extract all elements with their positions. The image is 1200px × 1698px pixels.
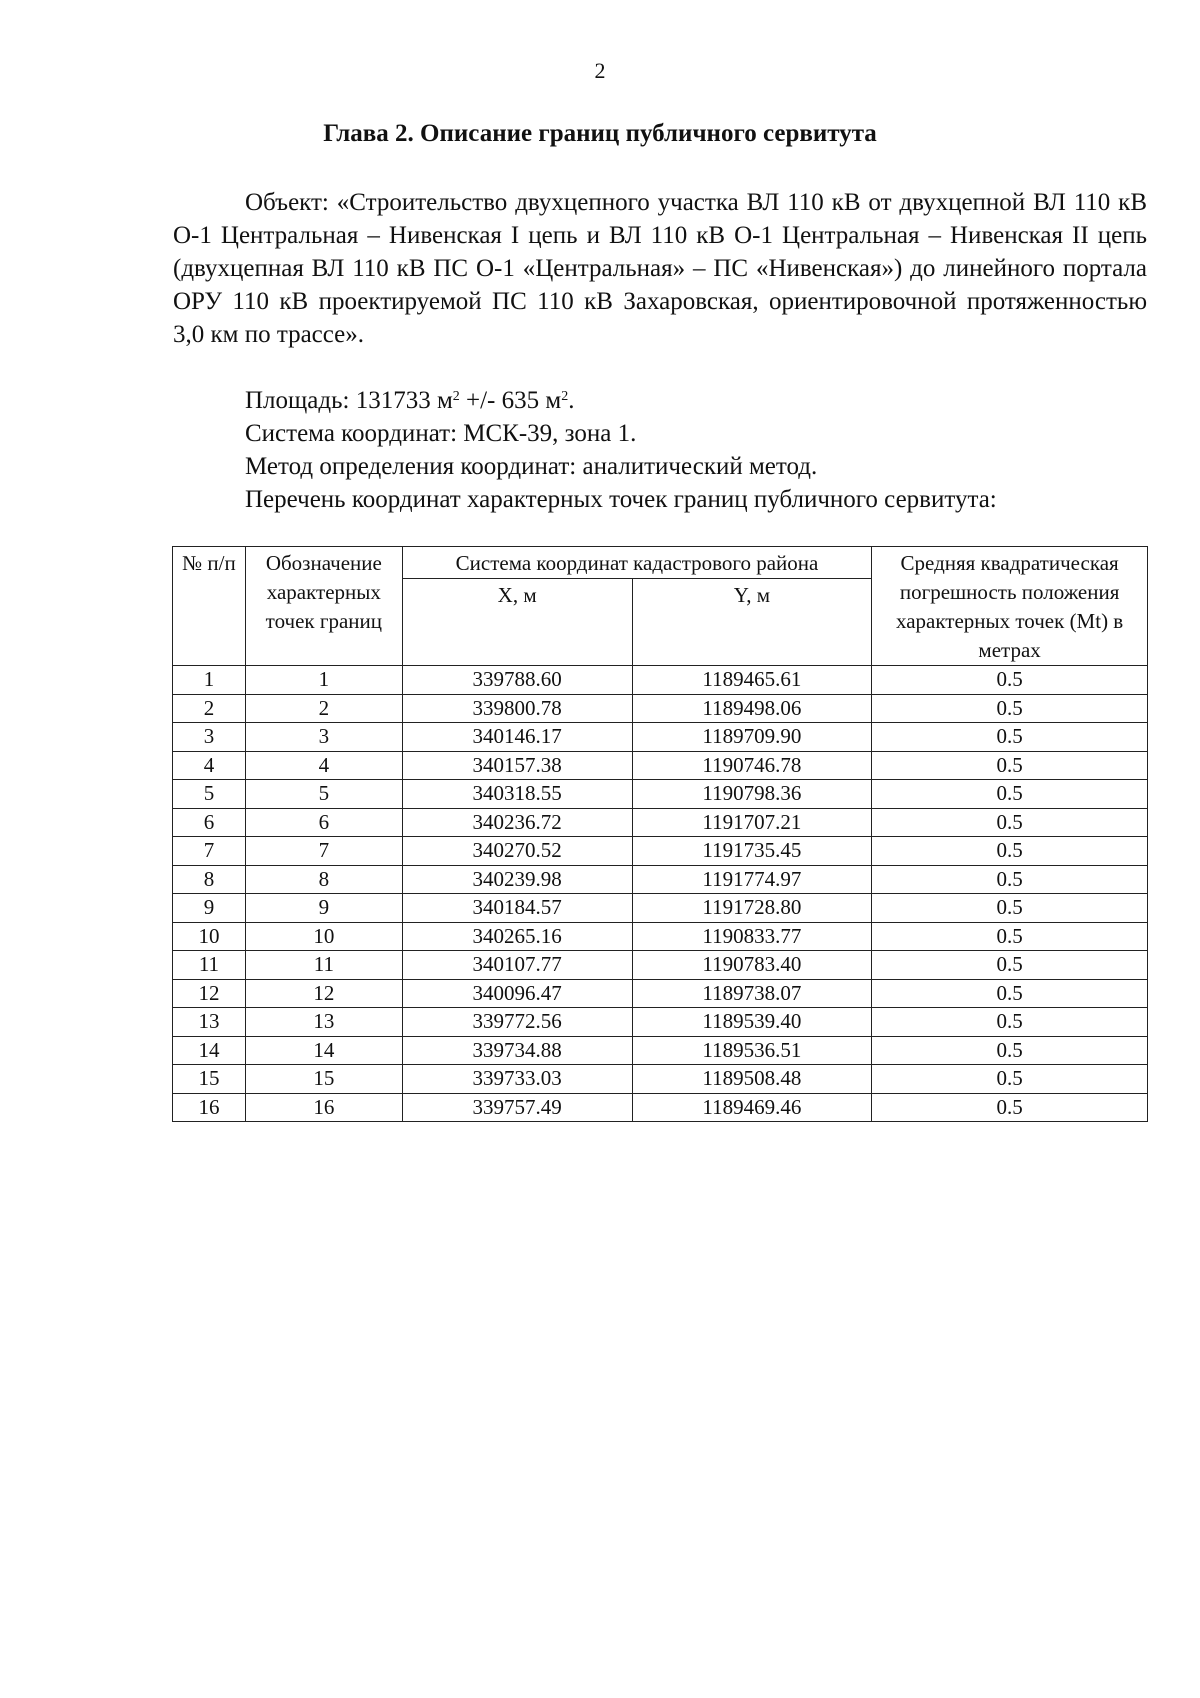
header-y: Y, м	[632, 579, 872, 666]
cell-mt: 0.5	[872, 723, 1148, 752]
cell-row-number: 1	[173, 666, 246, 695]
cell-row-number: 15	[173, 1065, 246, 1094]
table-row	[173, 979, 1148, 1008]
cell-mt: 0.5	[872, 1065, 1148, 1094]
cell-y: 1189465.61	[632, 666, 872, 695]
table-row	[173, 951, 1148, 980]
table-row	[173, 666, 1148, 695]
coordinate-system-line: Система координат: МСК-39, зона 1.	[245, 420, 637, 447]
cell-point-label: 11	[245, 951, 402, 980]
cell-point-label: 9	[245, 894, 402, 923]
cell-row-number: 5	[173, 780, 246, 809]
cell-row-number: 4	[173, 751, 246, 780]
table-row	[173, 837, 1148, 866]
cell-mt: 0.5	[872, 951, 1148, 980]
table-body	[173, 666, 1148, 1122]
table-row	[173, 694, 1148, 723]
cell-mt: 0.5	[872, 1036, 1148, 1065]
cell-mt: 0.5	[872, 979, 1148, 1008]
cell-row-number: 11	[173, 951, 246, 980]
cell-point-label: 10	[245, 922, 402, 951]
area-prefix: Площадь: 131733 м	[245, 387, 453, 414]
table-row	[173, 723, 1148, 752]
cell-point-label: 13	[245, 1008, 402, 1037]
table-header-row	[173, 547, 1148, 579]
table-row	[173, 922, 1148, 951]
cell-point-label: 15	[245, 1065, 402, 1094]
cell-y: 1189536.51	[632, 1036, 872, 1065]
cell-y: 1191774.97	[632, 865, 872, 894]
page-number: 2	[594, 58, 606, 83]
table-row	[173, 865, 1148, 894]
chapter-heading: Глава 2. Описание границ публичного сервитута	[323, 120, 877, 147]
cell-point-label: 6	[245, 808, 402, 837]
cell-mt: 0.5	[872, 837, 1148, 866]
cell-y: 1190833.77	[632, 922, 872, 951]
cell-y: 1191728.80	[632, 894, 872, 923]
table-row	[173, 1008, 1148, 1037]
cell-x: 339788.60	[402, 666, 632, 695]
cell-point-label: 4	[245, 751, 402, 780]
table-row	[173, 751, 1148, 780]
cell-row-number: 16	[173, 1093, 246, 1122]
cell-mt: 0.5	[872, 922, 1148, 951]
list-intro-line: Перечень координат характерных точек границ публичного сервитута:	[245, 486, 997, 513]
cell-mt: 0.5	[872, 865, 1148, 894]
cell-x: 340265.16	[402, 922, 632, 951]
cell-x: 340157.38	[402, 751, 632, 780]
method-line: Метод определения координат: аналитический метод.	[245, 453, 818, 480]
cell-point-label: 12	[245, 979, 402, 1008]
cell-row-number: 9	[173, 894, 246, 923]
object-description: Объект: «Строительство двухцепного участка ВЛ 110 кВ от двухцепной ВЛ 110 кВ О-1 Центральная – Нивенская I цепь и ВЛ 110 кВ О-1 Центральная – Нивенская II цепь (двухцепная ВЛ 110 кВ ПС О-1 «Центральная» – ПС «Нивенская») до линейного портала ОРУ 110 кВ проектируемой ПС 110 кВ Захаровская, ориентировочной протяженностью 3,0 км по трассе».	[173, 189, 1147, 348]
cell-x: 340146.17	[402, 723, 632, 752]
cell-x: 339800.78	[402, 694, 632, 723]
table-row	[173, 894, 1148, 923]
cell-row-number: 12	[173, 979, 246, 1008]
cell-y: 1190783.40	[632, 951, 872, 980]
cell-y: 1189498.06	[632, 694, 872, 723]
area-sup-2: 2	[561, 389, 569, 404]
cell-point-label: 1	[245, 666, 402, 695]
cell-row-number: 2	[173, 694, 246, 723]
cell-x: 339733.03	[402, 1065, 632, 1094]
coordinates-table	[172, 546, 1148, 1122]
table-row	[173, 808, 1148, 837]
cell-row-number: 3	[173, 723, 246, 752]
cell-row-number: 13	[173, 1008, 246, 1037]
cell-point-label: 5	[245, 780, 402, 809]
cell-x: 340270.52	[402, 837, 632, 866]
cell-x: 340184.57	[402, 894, 632, 923]
cell-point-label: 3	[245, 723, 402, 752]
cell-point-label: 8	[245, 865, 402, 894]
cell-point-label: 7	[245, 837, 402, 866]
cell-x: 340107.77	[402, 951, 632, 980]
table-row	[173, 780, 1148, 809]
header-x: X, м	[402, 579, 632, 666]
area-suffix: .	[568, 387, 575, 414]
header-point: Обозначение характерных точек границ	[245, 547, 402, 666]
cell-y: 1189539.40	[632, 1008, 872, 1037]
cell-row-number: 6	[173, 808, 246, 837]
cell-mt: 0.5	[872, 894, 1148, 923]
cell-y: 1191735.45	[632, 837, 872, 866]
cell-x: 339772.56	[402, 1008, 632, 1037]
cell-x: 340318.55	[402, 780, 632, 809]
cell-x: 340239.98	[402, 865, 632, 894]
area-line	[245, 384, 574, 417]
cell-y: 1191707.21	[632, 808, 872, 837]
cell-mt: 0.5	[872, 1008, 1148, 1037]
cell-x: 340096.47	[402, 979, 632, 1008]
cell-row-number: 8	[173, 865, 246, 894]
header-mean-square-error: Средняя квадратическая погрешность положения характерных точек (Mt) в метрах	[872, 547, 1148, 666]
cell-row-number: 14	[173, 1036, 246, 1065]
cell-mt: 0.5	[872, 1093, 1148, 1122]
cell-x: 339734.88	[402, 1036, 632, 1065]
table-row	[173, 1065, 1148, 1094]
cell-row-number: 7	[173, 837, 246, 866]
cell-y: 1189469.46	[632, 1093, 872, 1122]
cell-y: 1189508.48	[632, 1065, 872, 1094]
area-middle: +/- 635 м	[459, 387, 562, 414]
cell-mt: 0.5	[872, 751, 1148, 780]
cell-mt: 0.5	[872, 666, 1148, 695]
cell-row-number: 10	[173, 922, 246, 951]
cell-y: 1190746.78	[632, 751, 872, 780]
cell-y: 1189709.90	[632, 723, 872, 752]
table-row	[173, 1036, 1148, 1065]
cell-point-label: 14	[245, 1036, 402, 1065]
header-num: № п/п	[173, 547, 246, 666]
cell-mt: 0.5	[872, 808, 1148, 837]
cell-point-label: 16	[245, 1093, 402, 1122]
cell-mt: 0.5	[872, 694, 1148, 723]
cell-mt: 0.5	[872, 780, 1148, 809]
cell-y: 1190798.36	[632, 780, 872, 809]
cell-y: 1189738.07	[632, 979, 872, 1008]
cell-x: 340236.72	[402, 808, 632, 837]
area-sup-1: 2	[452, 389, 460, 404]
cell-point-label: 2	[245, 694, 402, 723]
header-coordinate-system: Система координат кадастрового района	[402, 547, 871, 579]
cell-x: 339757.49	[402, 1093, 632, 1122]
table-row	[173, 1093, 1148, 1122]
